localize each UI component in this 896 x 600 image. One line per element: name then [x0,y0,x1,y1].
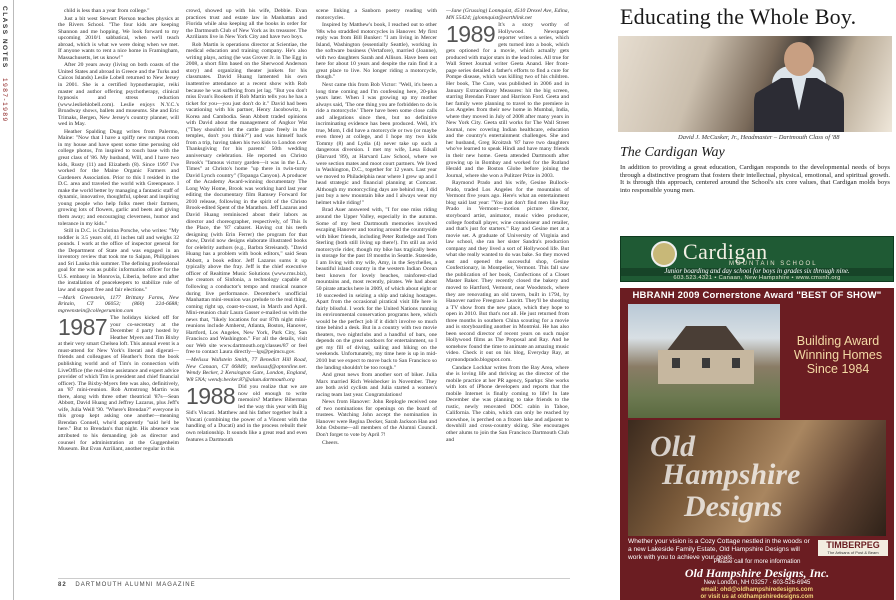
column-3 [316,8,437,566]
house-window [732,358,740,368]
awards-text [784,334,892,376]
timberpeg-logo [818,540,888,556]
company-web-link[interactable]: or visit us at oldhampshiredesigns.com [700,594,814,600]
house-window [672,358,680,368]
secretary-contact: —Melissa Wallstein Smith, 77 Benedict Hill Road, New Canaan, CT 06840; melissasf@optonline.net. Wendy Becker, 2 Kensington Gate, London, England, W8 5NA; wendy.becker.87@alum.dartmouth.org [186,356,307,383]
interior-photo [628,420,886,536]
call-text: Please call for more information [713,558,801,565]
headmaster-photo [618,36,892,132]
school-name: Cardigan [683,239,768,264]
note-paragraph: Rob Martin is operations director at Scientiae, the medical education and training company. He's also writing plays, acting (he was Grover Jr. in The Egg in 2008, a short film based on the Sherwood Anderson story) and organizing theater junkets for his classmates. David Huang lamented his own inattentive attendance at a recent show with Rob because he was suffering from jet lag. "But you don't miss Evan's Bookem if Rob Martin tells you he has a ticket for you—you just don't do it." David had been vacationing with his partner, Henry Jacobowitz, in Korea and Cambodia. Sean Abbott traded opinions with David about the management of Angkor Wat ("They shouldn't let the cattle graze freely in the temples, don't you think?") and was himself back from a trip, having taken his two kids to London over Thanksgiving for his parents' 50th wedding anniversary celebration. He reported on Christo Brook's "famous victory garden—it was in the L.A. Times" at Christo's home "up there in twin-turny David Lynch country" (Topanga Canyon). A producer of the Academy Award-winning documentary The Long Way Home, Brook was working hard last year editing the documentary film Ramsey Forward for 2010 release, following in the spirit of the Christo Brook-edited Spent of the Marathon. Jeff Lazarus and David Huang reminisced about their labors as director and choreographer, respectively, of This Is the Place, the '87 cabaret. Having cut his teeth designing (with Erin Ferrer) the program for that show, David now designs elaborate illustrated books for celebrity authors (e.g., Barbra Streisand). "David Huang has a problem with book editors," said Sean Abbott, a book editor. Jeff Lazarus sums it up typically above the fray. Jeff is the chief executive officer of Realtime Music Solutions (www.rms.biz), the creators of Sinfonia, a technology capable of following a conductor's tempo and musical nuance during live performance. December's unofficial Manhattan mini-reunion was prelude to the real thing, coming right up, coast-to-coast, in March and April. Mini-reunion chair Laura Gasser e-mailed us with the news that, "likely locations for our 87th night mini-reunions include Amherst, Atlanta, Boston, Hanover, Hartford, Los Angeles, New York, Park City, San Francisco and Washington." For all the details, visit our Web site www.dartmouth.org/classes/87 or feel free to contact Laura directly—lgs@pejmcu.gov. [186,41,307,356]
house-window [702,358,710,368]
note-paragraph: Brad Auer answered with, "I for one miss riding around the Upper Valley, especially in the autumn. Some of my best Dartmouth memories involved escaping Hanover and touring around the countryside with biker friends, including Peter Rutledge and Tom Sterling (both still living up there!). I'm still an avid motorcycle rider, though my bike has tragically been in storage for the past 18 months in Seattle. Stateside, I am living with my wife, Amy, in the Seychelles, a beautiful island country in the western Indian Ocean best known for lovely beaches, rainforest-clad mountains and, most recently, pirates. We had about 50 pirate attacks here in 2009, of which about eight or 10 succeeded in seizing a ship and taking hostages. Apart from the occasional piratical visit life here is fairly blissful. I work for the United Nations running its environmental conservation programs here, which would be the perfect job if it didn't involve so much time behind a desk. But in a country with two movie theaters, two nightclubs and a handful of bars, one depends on the great outdoors for entertainment, so I get my fill of diving, sailing and hiking on the weekends. Unfortunately, my time here is up in mid-2010 but we expect to move back to San Francisco so the landing shouldn't be too rough." [316,207,437,371]
school-tagline: Junior boarding and day school for boys in grades six through nine. [621,268,893,276]
note-paragraph: Next came this from Bob Victor: "Well, it's been a long time coming and I'm confessing here, 20-plus years later. When I was growing up my mother always said, 'The one thing you are forbidden to do is ride a motorcycle.' There have been some close calls and allegations since then, but no definitive incriminating evidence has been produced. Well, it's true, Mom, I did have a motorcycle or two (or maybe even three) at college, and I hope my two kids Tommy (8) and Lydia (4) never take up such a dangerous diversion. I met my wife, Lesa Edsall (Harvard '89), at Harvard Law School, where we were section mates and moot court partners. We lived in Washington, D.C., together for 12 years. Last year we moved to Philadelphia near where I grew up and I head strategic and financial planning at Comcast. Although my motorcycling days are behind me, I did just buy a new mountain bike and I always wear my helmet while riding!" [316,82,437,206]
note-paragraph: After 20 years away (living on both coasts of the United States and abroad in Greece and the Turks and Caicos Islands) Leslie Lobell returned to New Jersey in 2001. She is a certified hypnotherapist, reiki master and author offering psychotherapy, clinical hypnosis and stress reduction (www.lesliehlobell.com). Leslie enjoys N.Y.C.'s Broadway shows, ballets and museums. She and Eric Trimaks, Bergen, New Jersey's country planner, will wed in May. [58,62,179,128]
class-year-heading: 1989 [446,21,496,48]
photo-figure-head [784,42,814,76]
company-logo-word: Hampshire [662,458,801,491]
ad-body: In addition to providing a great education, Cardigan responds to the developmental needs of boys through a distinctive program that fosters their intellectual, physical, emotional, and spiritual growth. It is through this approach, centered around the School's six core values, that Cardigan molds boys into responsible young men. [620,164,890,194]
school-contact[interactable]: 603.523.4321 • Canaan, New Hampshire • www.cmsnh.org [673,275,841,281]
column-1 [58,8,179,566]
company-logo-word: Old [650,430,695,463]
award-banner: HBRANH 2009 Cornerstone Award "BEST OF SHOW" [632,290,882,301]
old-hampshire-designs-ad[interactable] [620,288,894,600]
company-address: New London, NH 03257 · 603-526-6945 [703,580,811,586]
photo-caption: David J. McCusker, Jr., Headmaster – Dartmouth Class of '88 [678,134,840,141]
note-paragraph: Raymond Prado and his wife, Gesine Bullock-Prado, traded Los Angeles for the mountains of Vermont five years ago. Here's what an entertainment blog said last year: "You just don't find men like Ray Prado in Vermont—motion picture director, storyboard artist, animator, music video producer, college football player, wine connoisseur and retailer, and that's just for starters." Ray and Gesine met at a movie set. A graduate of University of Virginia and law school, she ran her sister Sandra's production company and they lived a sort of Hollywood life. But what she really wanted to do was bake. So they moved east and opened the successful shop, Gesine Confectionary, in Montpelier, Vermont. This fall saw the publication of her book, Confections of a Closet Master Baker. They recently closed the bakery and moved to Hartford, Vermont, near Woodstock, where they are renovating an old tavern, built in 1794, by Hanover native Freegrace Leavitt. They'll be shooting a TV show from the new place, which they hope to open in 2010. But that's not all. He just returned from three months in southern China scouting for a movie and is storyboarding another in Montréal. He has also been second director of recent years on such major Hollywood films as The Proposal and Ray. And he somehow found the time to animate an amazing music video. Check it out on his blog, Everyday Ray, at raymondprado.blogspot.com. [446,180,569,363]
class-year-heading: 1987 [58,314,108,341]
timberpeg-sub: The Artisans of Post & Beam [827,550,879,555]
cardigan-ad[interactable] [578,0,896,235]
class-year-heading: 1988 [186,383,236,410]
cardigan-logo-banner[interactable] [620,236,894,282]
column-4 [446,8,569,566]
note-paragraph: scene linking a Sanborn poetry reading with motorcycles. [316,8,437,21]
note-paragraph: News from Hanover: John Replogle received one of two nominations for openings on the board of trustees. Watching John accept the nomination in Hanover were Regina Decker, Sarah Jackson Han and John Osborne—all members of the Alumni Council. Don't forget to vote by April 7! [316,399,437,438]
school-seal-icon [651,241,677,267]
secretary-contact: —Mark Greenstein, 1177 Brittany Farms, New Britain, CT 06053; (860) 224-6688; mgreenstein@collegeruminn.com [58,294,179,314]
company-name: Old Hampshire Designs, Inc. [684,566,830,580]
ad-headline: Educating the Whole Boy. [620,4,857,29]
awards-line: Building Award [796,334,880,348]
note-paragraph: crowd, showed up with his wife, Debbie. Evan practices trust and estate law in Manhattan and Florida while also keeping all the books in order for the Dartmouth Club of New York as its treasurer. The Azriliants live in New York City and have two boys. [186,8,307,41]
note-paragraph: Cheers. [322,439,339,446]
section-years: 1987-1989 [1,78,8,123]
note-paragraph: Inspired by Matthew's book, I reached out to other '88s who straddled motorcycles in Hanover. My first reply was from Bill Bunker: "I am living in Mercer Island, Washington (essentially Seattle), working in the software business (Vertafore), married (Joanne), with two daughters Sarah and Allison. Have been out here for about 10 years and despite the rain find it a great place to live. No longer riding a motorcycle, though." [316,22,437,81]
note-paragraph: The holidays kicked off for your co-secretary at the December 4 party hosted by Heather Myers and Tim Bixby at their very smart Chelsea loft. This annual event is a must-attend for New York's literati and digerati—friends and colleagues of Heather's from the book publishing world and of Tim's in connection with LiveOffice (the real-time assistance and expert advice provider of which Tim is president and chief financial officer). The Bixby-Myers fete was also, definitively, an '87 mini-reunion. Rob Armstrong Martin was there, along with three other theatrical '87s—Sean Abbott, David Huang and Jeffrey Lazarus, plus Jeff's wife, Julia Weill '90. "Where's Brendan?" everyone in this group kept asking one another—meaning Brendan Connell, who'd apparently "said he'd be here." But to Brendan's that night. His absence was attributed to his demanding job as director and counsel for administration at the Guggenheim Museum. But Evan Azriliant, another regular in this [58,315,179,453]
note-paragraph: Still in D.C. is Christina Porsche, who writes: "My toddler is 3.5 years old, 41 inches tall and weighs 32 pounds. I work at the office of inspector general for the Department of State and was engaged in an inventory review that took me to Saipan, Philippines and Sri Lanka this summer. The defining professional goal for me was as public information officer for the U.S. embassy in Monrovia, Liberia, before and after the installation of peacekeepers to stabilize rule of law and support free and fair elections." [58,228,179,293]
note-paragraph: And great news from another sort of biker. Julia Marx married Rich Weisbecker in November. They are both avid cyclists and Julia started a women's racing team last year. Congratulations! [316,372,437,398]
timberpeg-name: TIMBERPEG [826,540,880,550]
note-paragraph: child is less than a year from college." [64,8,150,14]
note-paragraph: Just a bit west Stewart Pierson teaches physics at the Rivers School. "The four kids are keeping Shannon and me hopping. We look forward to my upcoming 2010/1 sabbatical, when we'll teach abroad, which is what we were doing when we met. If anyone wants to rent a nice home in Framingham, Massachusetts, let us know!" [58,15,179,61]
ad-subhead: The Cardigan Way [620,145,725,160]
house-photo [628,304,780,418]
note-paragraph: Did you realize that we are now old enough to write memoirs? Matthew Biberman led the way this year with Big Sid's Vincati. Matthew and his father together built a Vincati (combining the power of a Vincent with the handling of a Ducati) and in the process rebuilt their own relationship. It sounds like a great read and even features a Dartmouth [186,384,307,443]
company-email-link[interactable]: email: ohd@oldhampshiredesigns.com [701,587,813,593]
awards-line: Since 1984 [806,362,870,376]
magazine-title: DARTMOUTH ALUMNI MAGAZINE [75,582,196,588]
page-number: 82 [58,582,67,588]
awards-line: Winning Homes [793,348,883,362]
secretary-contact: —Jane (Grussing) Lonnquist, 4510 Drexel Ave, Edina, MN 55424; jglonnquist@earthlink.net [446,8,569,21]
page-footer [58,578,570,588]
column-2 [186,8,307,566]
house-roof [656,326,756,352]
ad-vision-text: Whether your vision is a Cozy Cottage nestled in the woods or a new Lakeside Family Estate, Old Hampshire Designs will work with you to achieve your goals. [628,538,810,561]
section-title: CLASS NOTES [1,6,8,69]
note-paragraph: Candace Lockhar writes from the Bay Area, where she is loving life and thriving as the director of the mobile practice at her PR agency, Sparkpr. She works with lots of iPhone developers and reports that the mobile Internet is finally coming to life! In late December she was planning to take friends to the rustic, newly renovated DOC cabin in Tahoe, California. The cabin, which can only be reached by snowshoe, is perched on a frozen lake and adjacent to downhill and cross-country skiing. She encourages other alums to join the San Francisco Dartmouth Club and [446,364,569,443]
note-paragraph: Heather Spalding Dugg writes from Palermo, Maine: "Now that I have a spiffy new rumpus room in my house and have spent some time perusing old college photos, I'm inspired to touch base with the great class of '86. My husband, Will, and I have two kids, Rusty (11) and Elizabeth (8). Since 1997 I've worked for the Maine Organic Farmers and Gardeners Association. Prior to this I resided in the D.C. area and traveled the world with Greenpeace. I make the world better by managing a fantastic staff of dynamic, innovative, thoughtful, upbeat and inspiring young people who help folks meet their farmers, growing lots of flowers, garlic and beets and giving them away; and encouraging cleverness, humor and tolerance in my kids." [58,128,179,227]
section-label [1,6,8,123]
note-paragraph: It's a story worthy of Hollywood. Newspaper reporter writes a series, which gets turned into a book, which gets optioned for a movie, which actually gets produced with major stars in the lead roles. All true for Wall Street Journal writer Geeta Anand. Her front-page series detailed a father's efforts to find a cure for Pompe disease, which was killing two of his children. Her book, The Cure, was published in 2006 and in January Extraordinary Measures: hit the big screen, starring Brendan Fraser and Harrison Ford. Geeta and her family were planning to travel to the premiere in Los Angeles from their new home in Mumbai, India, where they moved in July of 2008 after many years in New York City. Geeta still works for The Wall Street Journal, now covering Indian healthcare, education and the country's entertainment challenges. She and her husband, Greg Kroitzsh '87 have two daughters who've learned to speak Hindi and have many friends in their new home. Geeta attended Dartmouth after growing up in Bombay and worked for the Rutland Herald and the Boston Globe before joining the Journal, where she won a Pulitzer Prize in 2003. [446,22,569,179]
page-sidebar [0,0,14,600]
company-logo-word: Designs [684,490,783,523]
school-subtitle: MOUNTAIN SCHOOL [729,261,818,267]
ad-column [578,0,896,600]
